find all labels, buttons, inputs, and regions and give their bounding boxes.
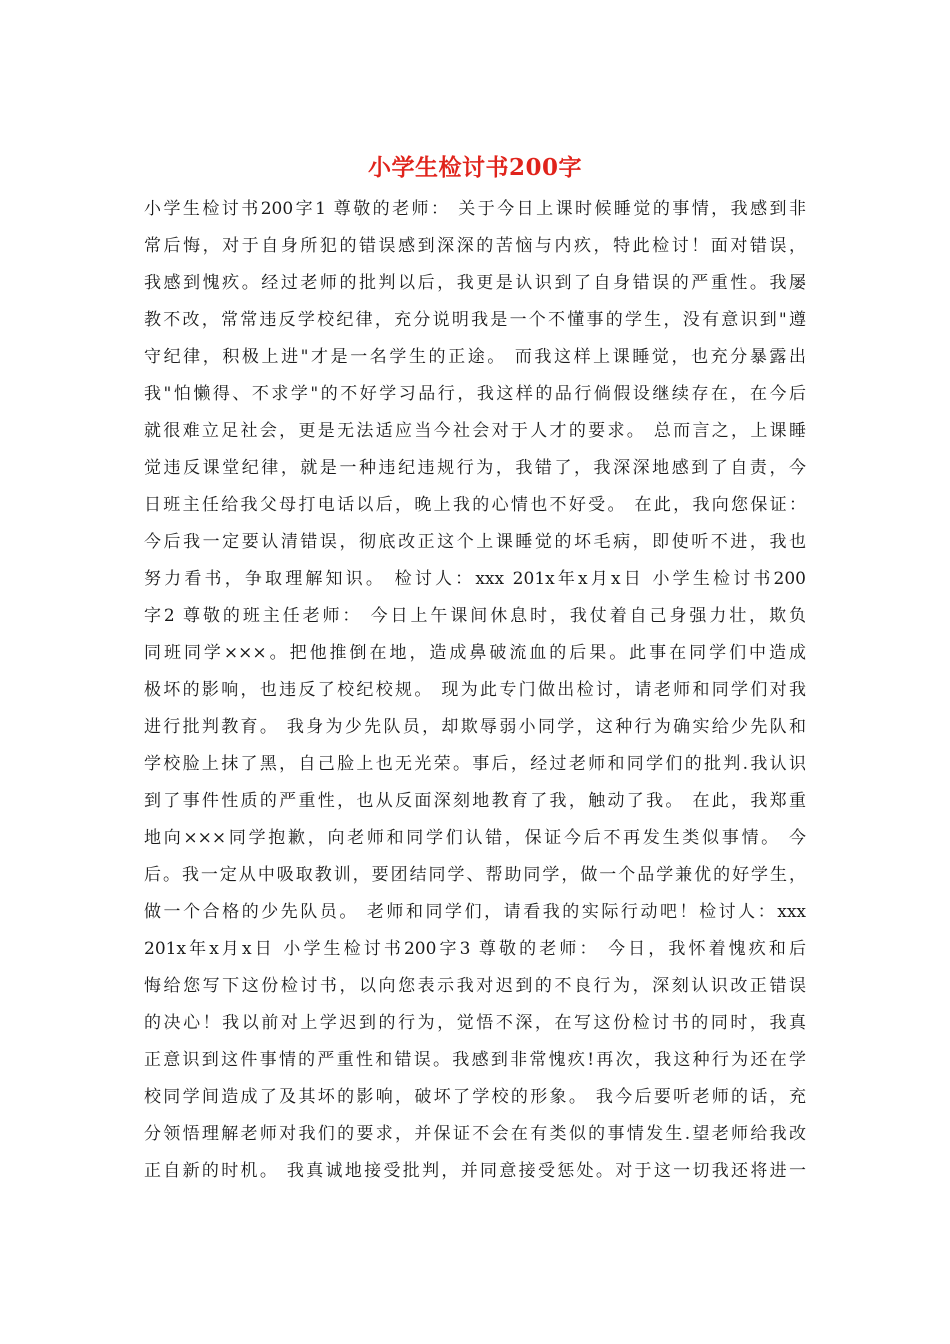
body-line: 的决心！我以前对上学迟到的行为，觉悟不深，在写这份检讨书的同时，我真 (144, 1013, 806, 1033)
body-line: 同班同学×××。把他推倒在地，造成鼻破流血的后果。此事在同学们中造成 (144, 643, 806, 663)
body-line: 努力看书，争取理解知识。 检讨人：xxx 201x年x月x日 小学生检讨书200 (144, 569, 806, 589)
body-line: 我"怕懒得、不求学"的不好学习品行，我这样的品行倘假设继续存在，在今后 (144, 384, 806, 404)
body-line: 今后我一定要认清错误，彻底改正这个上课睡觉的坏毛病，即使听不进，我也 (144, 532, 806, 552)
body-line: 我感到愧疚。经过老师的批判以后，我更是认识到了自身错误的严重性。我屡 (144, 273, 806, 293)
body-line: 到了事件性质的严重性，也从反面深刻地教育了我，触动了我。 在此，我郑重 (144, 791, 806, 811)
body-line: 正自新的时机。 我真诚地接受批判，并同意接受惩处。对于这一切我还将进一 (144, 1161, 806, 1181)
body-line: 守纪律，积极上进"才是一名学生的正途。 而我这样上课睡觉，也充分暴露出 (144, 347, 806, 367)
body-line: 201x年x月x日 小学生检讨书200字3 尊敬的老师： 今日，我怀着愧疚和后 (144, 939, 806, 959)
body-line: 觉违反课堂纪律，就是一种违纪违规行为，我错了，我深深地感到了自责，今 (144, 458, 806, 478)
body-line: 后。我一定从中吸取教训，要团结同学、帮助同学，做一个品学兼优的好学生， (144, 865, 806, 885)
body-line: 字2 尊敬的班主任老师： 今日上午课间休息时，我仗着自己身强力壮，欺负 (144, 606, 806, 626)
body-line: 就很难立足社会，更是无法适应当今社会对于人才的要求。 总而言之，上课睡 (144, 421, 806, 441)
document-body (144, 191, 806, 1190)
body-line: 教不改，常常违反学校纪律，充分说明我是一个不懂事的学生，没有意识到"遵 (144, 310, 806, 330)
document-title: 小学生检讨书200字 (367, 154, 582, 181)
body-line: 进行批判教育。 我身为少先队员，却欺辱弱小同学，这种行为确实给少先队和 (144, 717, 806, 737)
body-line: 正意识到这件事情的严重性和错误。我感到非常愧疚!再次，我这种行为还在学 (144, 1050, 806, 1070)
body-line: 做一个合格的少先队员。 老师和同学们，请看我的实际行动吧！检讨人：xxx (144, 902, 806, 922)
body-line: 地向×××同学抱歉，向老师和同学们认错，保证今后不再发生类似事情。 今 (144, 828, 806, 848)
body-line: 校同学间造成了及其坏的影响，破坏了学校的形象。 我今后要听老师的话，充 (144, 1087, 806, 1107)
body-line: 极坏的影响，也违反了校纪校规。 现为此专门做出检讨，请老师和同学们对我 (144, 680, 806, 700)
body-line: 小学生检讨书200字1 尊敬的老师： 关于今日上课时候睡觉的事情，我感到非 (144, 199, 806, 219)
body-line: 悔给您写下这份检讨书，以向您表示我对迟到的不良行为，深刻认识改正错误 (144, 976, 806, 996)
body-line: 学校脸上抹了黑，自己脸上也无光荣。事后，经过老师和同学们的批判.我认识 (144, 754, 806, 774)
body-line: 日班主任给我父母打电话以后，晚上我的心情也不好受。 在此，我向您保证： (144, 495, 806, 515)
body-line: 分领悟理解老师对我们的要求，并保证不会在有类似的事情发生.望老师给我改 (144, 1124, 806, 1144)
body-line: 常后悔，对于自身所犯的错误感到深深的苦恼与内疚，特此检讨！面对错误， (144, 236, 806, 256)
